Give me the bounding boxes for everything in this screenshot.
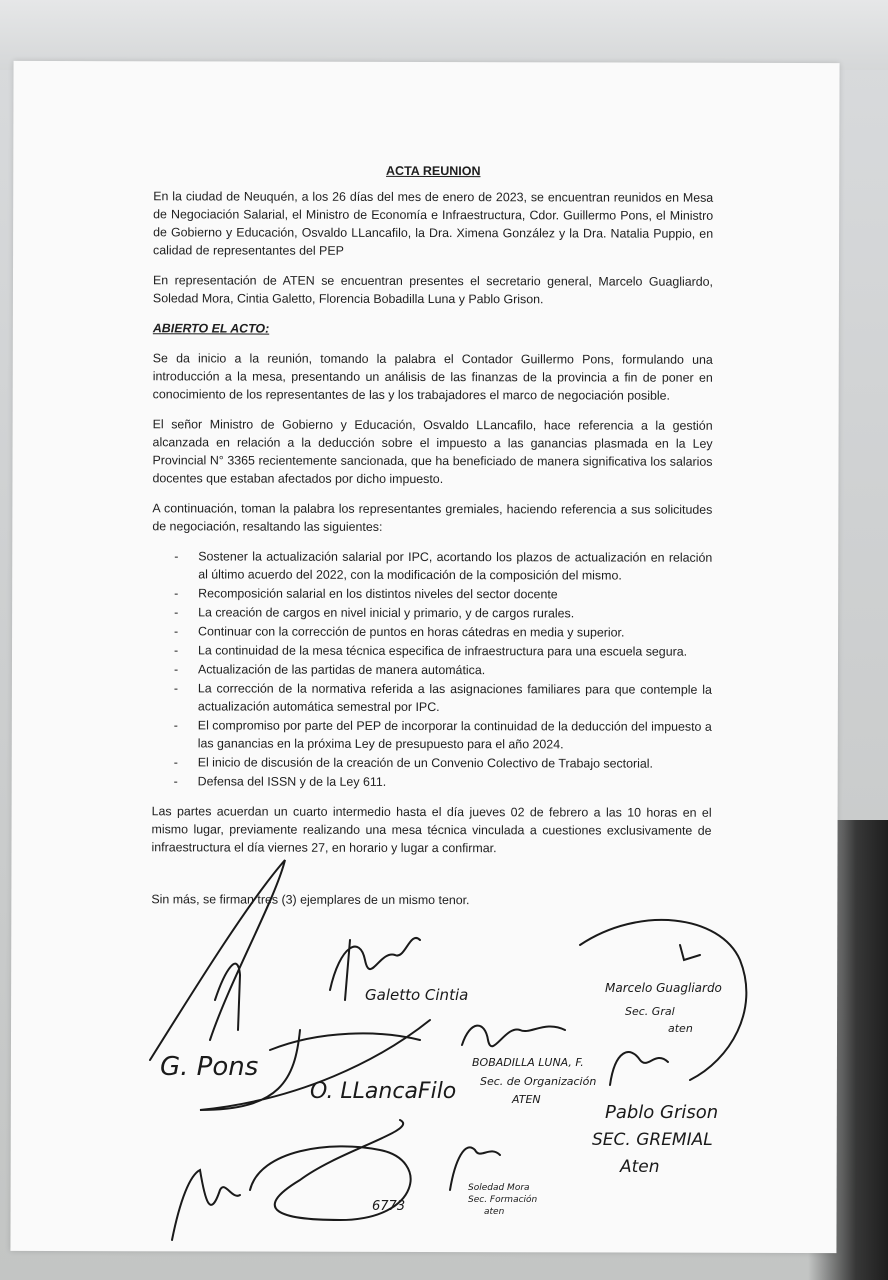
- signature-pons-name: G. Pons: [160, 1052, 259, 1082]
- list-item: - Actualización de las partidas de manera automática.: [173, 662, 486, 678]
- paragraph-participants-aten: En representación de ATEN se encuentran presentes el secretario general, Marcelo Guagliardo, Soledad Mora, Cintia Galetto, Florencia Bobadilla Luna y Pablo Grison.: [152, 273, 714, 307]
- signature-grison-name: Pablo Grison: [605, 1102, 719, 1123]
- list-item: - Defensa del ISSN y de la Ley 611.: [173, 774, 387, 789]
- requests-list: [152, 547, 713, 791]
- signature-mora-title: Sec. Formación: [468, 1195, 538, 1205]
- closing-statement: Sin más, se firman tres (3) ejemplares de un mismo tenor.: [151, 892, 470, 908]
- list-item: - El compromiso por parte del PEP de incorporar la continuidad de la deducción del impuesto a las ganancias en la próxima Ley de presupuesto para el año 2024.: [173, 718, 712, 752]
- list-item: - El inicio de discusión de la creación de un Convenio Colectivo de Trabajo sectorial.: [173, 755, 654, 771]
- signature-bobadilla-name: BOBADILLA LUNA, F.: [472, 1056, 584, 1069]
- list-item: - La continuidad de la mesa técnica especifica de infraestructura para una escuela segura.: [173, 643, 688, 659]
- paragraph-participants-pep: En la ciudad de Neuquén, a los 26 días del mes de enero de 2023, se encuentran reunidos en Mesa de Negociación Salarial, el Ministro de Economía e Infraestructura, Cdor. Guillermo Pons, el Ministro de Gobierno y Educación, Osvaldo LLancafilo, la Dra. Ximena González y la Dra. Natalia Puppio, en calidad de representantes del PEP: [153, 189, 714, 258]
- document-page: [10, 61, 839, 1253]
- document-title: ACTA REUNION: [386, 163, 481, 179]
- paragraph-minister: El señor Ministro de Gobierno y Educación, Osvaldo LLancafilo, hace referencia a la gestión alcanzada en relación a la deducción sobre el impuesto a las ganancias plasmada en la Ley Provincial N° 3365 recientemente sancionada, que ha beneficiado de manera significativa los salarios docentes que estaban afectados por dicho impuesto.: [152, 417, 713, 487]
- paragraph-introduction: Se da inicio a la reunión, tomando la palabra el Contador Guillermo Pons, formulando una introducción a la mesa, presentando un análisis de las finanzas de la provincia a fin de poner en conocimiento de los representantes de las y los trabajadores el marco de negociación posible.: [152, 351, 713, 403]
- document-body: [151, 161, 713, 921]
- list-item: - Continuar con la corrección de puntos en horas cátedras en media y superior.: [174, 624, 625, 640]
- signature-grison-title: SEC. GREMIAL: [592, 1130, 713, 1150]
- signature-mora-org: aten: [484, 1207, 505, 1217]
- paragraph-agreement: Las partes acuerdan un cuarto intermedio hasta el día jueves 02 de febrero a las 10 horas en el mismo lugar, previamente realizando una mesa técnica vinculada a cuestiones exclusivamente de infraestructura el día viernes 27, en horario y lugar a confirmar.: [151, 804, 712, 856]
- list-item: - La corrección de la normativa referida a las asignaciones familiares para que contemple la actualización automática semestral por IPC.: [173, 681, 712, 715]
- signature-guagliardo-name: Marcelo Guagliardo: [605, 981, 722, 995]
- signature-bobadilla-title: Sec. de Organización: [480, 1075, 597, 1088]
- signature-bobadilla-org: ATEN: [512, 1093, 541, 1106]
- list-item: - La creación de cargos en nivel inicial y primario, y de cargos rurales.: [174, 605, 575, 621]
- signature-number: 6773: [372, 1199, 406, 1214]
- background-top: [0, 0, 888, 70]
- section-heading: ABIERTO EL ACTO:: [152, 321, 270, 336]
- list-item: - Sostener la actualización salarial por IPC, acortando los plazos de actualización en relación al último acuerdo del 2022, con la modificación de la composición del mismo.: [174, 549, 713, 583]
- signature-galetto-name: Galetto Cintia: [365, 986, 469, 1004]
- paragraph-requests-intro: A continuación, toman la palabra los representantes gremiales, haciendo referencia a sus solicitudes de negociación, resaltando las siguientes:: [152, 501, 713, 534]
- signature-guagliardo-title: Sec. Gral: [625, 1005, 675, 1018]
- signature-grison-org: Aten: [620, 1157, 660, 1177]
- signature-guagliardo-org: aten: [668, 1022, 693, 1035]
- signature-mora-name: Soledad Mora: [468, 1183, 530, 1193]
- list-item: - Recomposición salarial en los distintos niveles del sector docente: [174, 586, 558, 602]
- signature-llancafilo-name: O. LLancaFilo: [310, 1079, 457, 1104]
